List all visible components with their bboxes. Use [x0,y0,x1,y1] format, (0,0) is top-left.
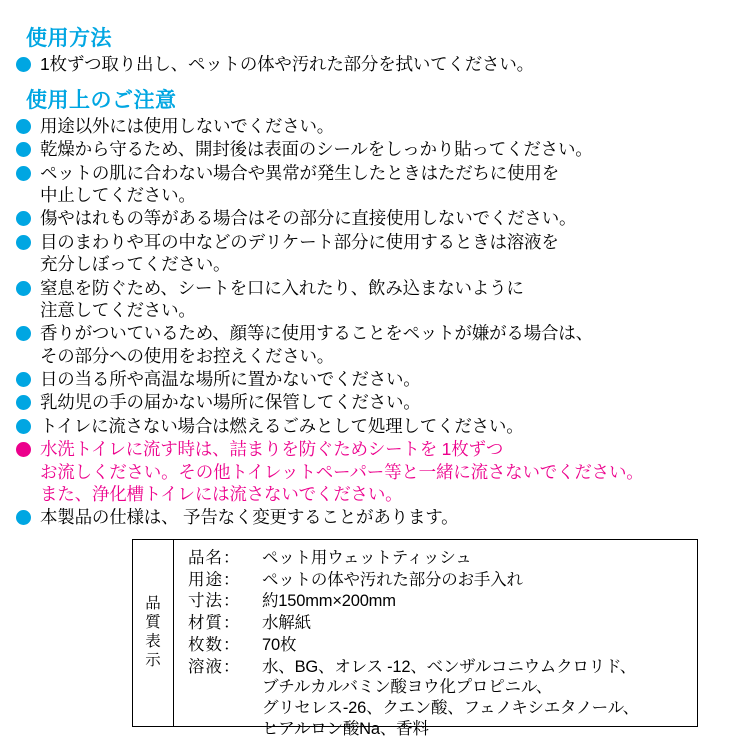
spec-key: 溶液： [188,657,241,676]
table-row [188,548,691,569]
table-row [188,657,691,740]
bullet-dot-icon [16,372,31,387]
list-item-line: その部分への使用をお控えください。 [40,345,335,366]
list-item [14,115,736,137]
bullet-dot-icon [16,510,31,525]
spec-value [262,657,691,740]
spec-label-char: 表 [145,632,161,650]
list-item-line: 1枚ずつ取り出し、ペットの体や汚れた部分を拭いてください。 [40,54,534,75]
list-item-flushable-warning [14,438,736,505]
list-item-line: また、浄化槽トイレには流さないでください。 [40,484,403,505]
spec-table-side-label [133,540,174,726]
list-item-line: 乾燥から守るため、開封後は表面のシールをしっかり貼ってください。 [40,139,593,160]
bullet-dot-icon [16,119,31,134]
spec-key: 枚数： [188,635,241,654]
spec-table-body [174,540,697,739]
bullet-dot-icon [16,395,31,410]
spec-value-line: ブチルカルバミン酸ヨウ化プロピニル、 [262,678,553,697]
spec-label-char: 示 [145,651,161,669]
list-item [14,506,736,528]
list-item-line: 日の当る所や高温な場所に置かないでください。 [40,369,421,390]
bullet-dot-icon [16,211,31,226]
spec-key: 寸法： [188,592,241,611]
list-item-line: 乳幼児の手の届かない場所に保管してください。 [40,392,421,413]
list-item [14,138,736,160]
spec-value: ペット用ウェットティッシュ [262,548,472,567]
spec-table [132,539,698,739]
spec-label-char: 品 [145,594,161,612]
list-item [14,231,736,276]
spec-value: ペットの体や汚れた部分のお手入れ [262,570,523,589]
list-item-line: 充分しぼってください。 [40,254,231,275]
bullet-dot-icon [16,142,31,157]
spec-value-line: グリセレス-26、クエン酸、フェノキシエタノール、 [262,699,639,718]
spec-key: 用途： [188,570,241,589]
list-item [14,277,736,322]
list-item [14,322,736,367]
spec-value: 水解紙 [262,614,311,633]
spec-value-line: 水、BG、オレス -12、ベンザルコニウムクロリド、 [262,657,637,676]
spec-value-line: ヒアルロン酸Na、香料 [262,720,429,739]
list-item-line: ペットの肌に合わない場合や異常が発生したときはただちに使用を [40,162,559,183]
list-item-line: 香りがついているため、顔等に使用することをペットが嫌がる場合は、 [40,323,593,344]
spec-key: 材質： [188,614,241,633]
list-item [14,53,736,75]
list-item [14,415,736,437]
table-row [188,635,691,656]
list-item-line: 用途以外には使用しないでください。 [40,115,335,136]
list-item [14,368,736,390]
bullet-dot-icon [16,281,31,296]
spec-value: 約150mm×200mm [262,592,396,611]
spec-label-char: 質 [145,613,161,631]
table-row [188,613,691,634]
list-item-line: 傷やはれもの等がある場合はその部分に直接使用しないでください。 [40,208,577,229]
spec-key: 品名： [188,548,241,567]
list-item-line: 本製品の仕様は、 予告なく変更することがあります。 [40,507,459,528]
list-item-line: 注意してください。 [40,299,196,320]
list-item-line: 窒息を防ぐため、シートを口に入れたり、飲み込まないように [40,277,524,298]
list-item [14,207,736,229]
list-item [14,391,736,413]
bullet-dot-icon [16,235,31,250]
list-item-line: 中止してください。 [40,184,196,205]
precautions-list [14,115,736,529]
bullet-dot-icon [16,326,31,341]
list-item-line: 目のまわりや耳の中などのデリケート部分に使用するときは溶液を [40,231,559,252]
table-row [188,591,691,612]
page-title: 使用方法 [26,27,112,50]
list-item-line: トイレに流さない場合は燃えるごみとして処理してください。 [40,415,524,436]
bullet-dot-icon [16,57,31,72]
bullet-dot-icon [16,166,31,181]
list-item-line: お流しください。その他トイレットペーパー等と一緒に流さないでください。 [40,461,644,482]
list-item-line: 水洗トイレに流す時は、詰まりを防ぐためシートを 1枚ずつ [40,439,504,460]
usage-list [14,53,736,75]
spec-value: 70枚 [262,635,297,654]
table-row [188,570,691,591]
list-item [14,162,736,207]
bullet-dot-icon [16,419,31,434]
section-title-precautions: 使用上のご注意 [26,88,177,112]
bullet-dot-icon [16,442,31,457]
